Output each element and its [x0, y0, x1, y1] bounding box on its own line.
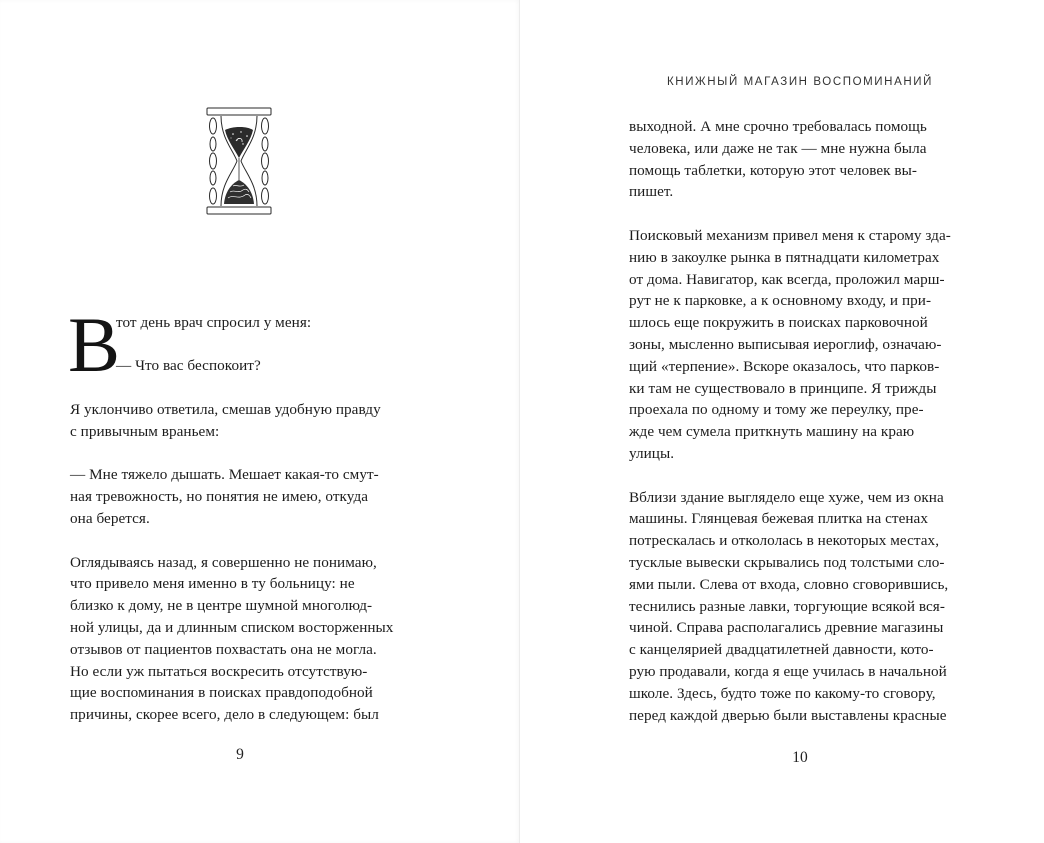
right-page-text — [629, 116, 971, 726]
text-line: ная тревожность, но понятия не имею, откуда — [70, 488, 369, 506]
text-line: рут не к парковке, а к основному входу, и при- — [629, 292, 932, 310]
text-line: нию в закоулке рынка в пятнадцати километрах — [629, 248, 940, 266]
text-line: машины. Глянцевая бежевая плитка на стенах — [629, 510, 928, 528]
opening-block — [68, 301, 412, 388]
text-line: она берется. — [70, 509, 150, 527]
paragraph — [629, 225, 971, 465]
paragraph — [70, 464, 412, 529]
text-line: перед каждой дверью были выставлены красные — [629, 706, 947, 724]
text-line: от дома. Навигатор, как всегда, проложил марш- — [629, 270, 945, 288]
text-line: с привычным враньем: — [70, 422, 220, 440]
text-line: жде чем сумела приткнуть машину на краю — [629, 423, 915, 441]
drop-cap: В — [68, 301, 121, 388]
running-head: КНИЖНЫЙ МАГАЗИН ВОСПОМИНАНИЙ — [666, 76, 933, 88]
text-line: шлось еще покружить в поисках парковочной — [629, 314, 928, 332]
paragraph — [629, 116, 971, 203]
text-line: рую продавали, когда я еще училась в начальной — [629, 662, 947, 680]
paragraph — [70, 552, 412, 726]
text-line: ки там не существовало в принципе. Я трижды — [629, 379, 937, 397]
left-page-text — [68, 301, 412, 726]
text-line: зоны, мысленно выписывая иероглиф, означаю- — [629, 335, 942, 353]
text-line: тусклые вывески скрывались под толстыми сло- — [629, 553, 945, 571]
page-number: 10 — [792, 749, 808, 766]
hourglass-icon — [203, 106, 275, 216]
text-line: теснились разные лавки, торгующие всякой вся- — [629, 597, 945, 615]
text-line: выходной. А мне срочно требовалась помощь — [629, 118, 927, 135]
opening-line: — Что вас беспокоит? — [116, 357, 261, 374]
text-line: проехала по одному и тому же переулку, пре- — [629, 401, 924, 419]
text-line: чиной. Справа располагались древние магазины — [629, 619, 944, 637]
text-line: причины, скорее всего, дело в следующем: был — [70, 706, 379, 724]
text-line: отзывов от пациентов похвастать она не могла. — [70, 640, 377, 658]
paragraph — [629, 487, 971, 727]
text-line: щие воспоминания в поисках правдоподобной — [70, 684, 373, 702]
text-line: Оглядываясь назад, я совершенно не понимаю, — [70, 553, 377, 571]
text-line: улицы. — [629, 444, 675, 462]
text-line: — Мне тяжело дышать. Мешает какая-то смут- — [70, 466, 379, 484]
text-line: близко к дому, не в центре шумной многолюд- — [70, 597, 373, 615]
text-line: человека, или даже не так — мне нужна была — [629, 139, 927, 157]
text-line: помощь таблетки, которую этот человек вы- — [629, 161, 917, 179]
opening-line: тот день врач спросил у меня: — [116, 314, 312, 331]
text-line: ной улицы, да и длинным списком восторженных — [70, 618, 394, 636]
text-line: с канцелярией двадцатилетней давности, кото- — [629, 641, 934, 659]
text-line: пишет. — [629, 183, 674, 201]
text-line: Поисковый механизм привел меня к старому зда- — [629, 226, 951, 244]
text-line: Но если уж пытаться воскресить отсутствую- — [70, 662, 368, 680]
text-line: потрескалась и откололась в некоторых местах, — [629, 532, 940, 550]
text-line: Вблизи здание выглядело еще хуже, чем из окна — [629, 488, 944, 506]
paragraph — [70, 399, 412, 443]
page-number: 9 — [236, 746, 244, 763]
text-line: щий «терпение». Вскоре оказалось, что парков- — [629, 357, 940, 375]
text-line: что привело меня именно в ту больницу: не — [70, 575, 355, 593]
text-line: Я уклончиво ответила, смешав удобную правду — [70, 401, 381, 418]
text-line: ями пыли. Слева от входа, словно сговорившись, — [629, 575, 949, 593]
text-line: школе. Здесь, будто тоже по какому-то сговору, — [629, 684, 936, 702]
